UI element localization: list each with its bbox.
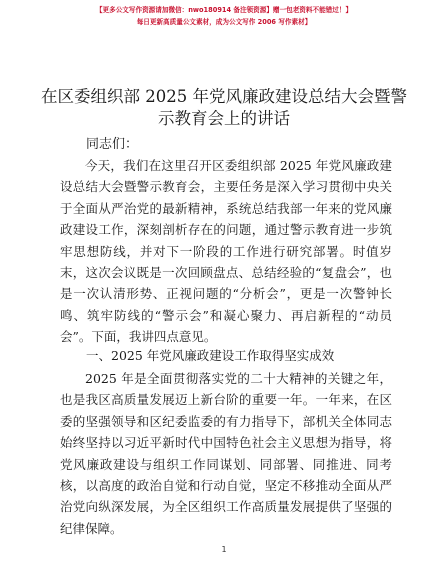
body-paragraph-1: 今天，我们在这里召开区委组织部 2025 年党风廉政建设总结大会暨警示教育会，主要任务是深入学习贯彻中央关于全面从严治党的最新精神，系统总结我部一年来的党风廉政建设工作，深刻剖析存在的问题，通过警示教育进一步筑牢思想防线，并对下一阶段的工作进行研究部署。时值岁末，这次会议既是一次回顾盘点、总结经验的“复盘会”，也是一次认清形势、正视问题的“分析会”，更是一次警钟长鸣、筑牢防线的“警示会”和凝心聚力、再启新程的“动员会”。下面，我讲四点意见。	[60, 158, 392, 345]
document-title: 在区委组织部 2025 年党风廉政建设总结大会暨警示教育会上的讲话	[41, 87, 407, 128]
promo-banner	[0, 6, 448, 27]
promo-line-1: 【更多公文写作资源请加微信：nwo180914 备注领资源】赠一包老资料不能错过！】	[95, 6, 353, 14]
promo-line-2: 每日更新高质量公文素材，成为公文写作 2006 写作素材】	[136, 18, 312, 26]
body-paragraph-2: 2025 年是全面贯彻落实党的二十大精神的关键之年，也是我区高质量发展迈上新台阶的重要一年。一年来，在区委的坚强领导和区纪委监委的有力指导下，部机关全体同志始终坚持以习近平新时代中国特色社会主义思想为指导，将党风廉政建设与组织工作同谋划、同部署、同推进、同考核，以高度的政治自觉和行动自觉，坚定不移推动全面从严治党向纵深发展，为全区组织工作高质量发展提供了坚强的纪律保障。	[60, 371, 392, 536]
greeting: 同志们：	[86, 137, 139, 152]
section-heading-1: 一、2025 年党风廉政建设工作取得坚实成效	[86, 348, 335, 363]
page-number: 1	[221, 545, 227, 554]
